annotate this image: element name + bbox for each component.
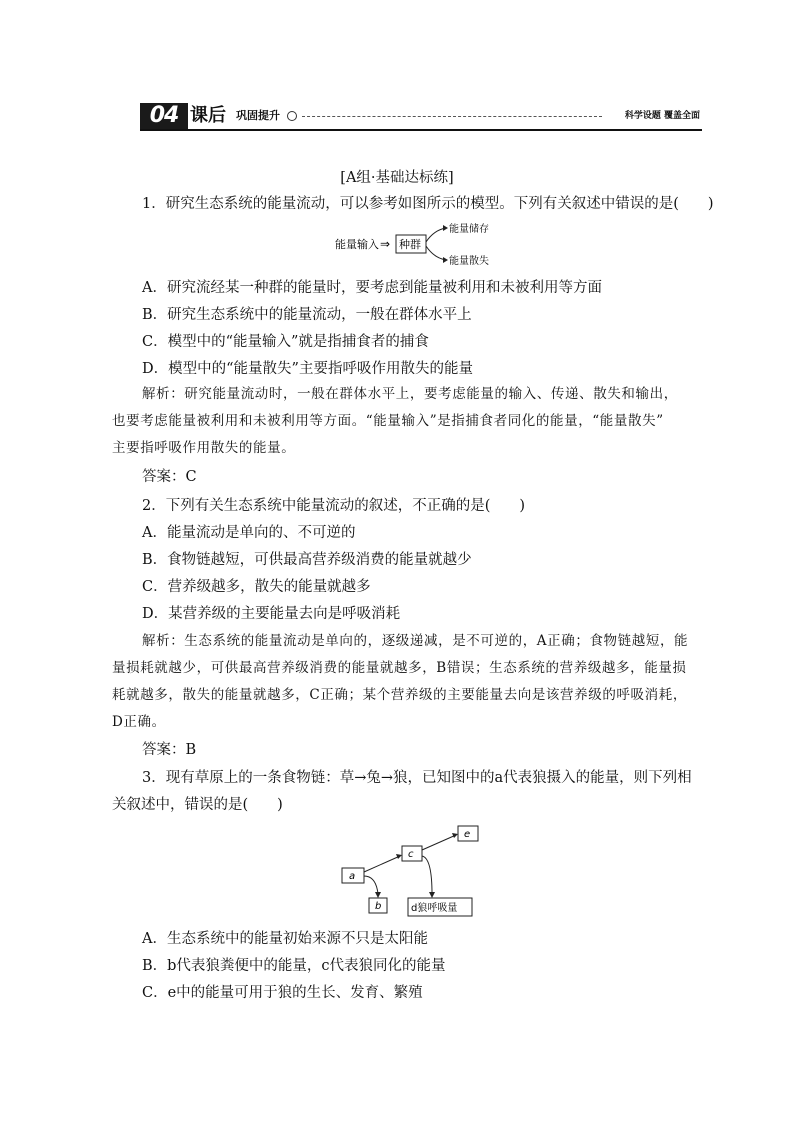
q2-explanation-line: 量损耗就越少，可供最高营养级消费的能量就越多，B错误；生态系统的营养级越多，能量损: [112, 660, 687, 676]
q3-label-b: b: [375, 901, 382, 912]
q1-diagram: [330, 220, 490, 270]
q1-diagram-loss: 能量散失: [449, 256, 489, 267]
header-number: 04: [140, 103, 188, 129]
q1-explanation-line: 解析：研究能量流动时，一般在群体水平上，要考虑能量的输入、传递、散失和输出，: [142, 386, 678, 402]
q3-arrowhead-a-b: [375, 892, 381, 898]
q1-diagram-input: 能量输入: [335, 238, 379, 251]
q3-arrow-c-e: [422, 835, 456, 850]
q3-option-c: C．e中的能量可用于狼的生长、发育、繁殖: [142, 985, 423, 1001]
q1-arrowhead-up: [443, 225, 448, 231]
q3-diagram: [338, 822, 488, 920]
q3-label-d: d狼呼吸量: [411, 903, 458, 914]
q3-arrow-a-b: [364, 876, 378, 894]
header-underline: [140, 129, 702, 131]
q3-arrowhead-c-d: [429, 892, 435, 898]
header-title: 课后: [190, 105, 226, 126]
q3-stem-line: 3．现有草原上的一条食物链：草→兔→狼，已知图中的a代表狼摄入的能量，则下列相: [142, 770, 692, 786]
q2-option-a: A．能量流动是单向的、不可逆的: [142, 525, 356, 541]
arrow-circle-icon: [287, 111, 297, 121]
q2-explanation-line: 解析：生态系统的能量流动是单向的，逐级递减，是不可逆的，A正确；食物链越短，能: [142, 633, 689, 649]
q1-stem: 1．研究生态系统的能量流动，可以参考如图所示的模型。下列有关叙述中错误的是( ): [142, 196, 714, 212]
q3-arrow-c-d: [422, 856, 432, 894]
header-subtitle: 巩固提升: [236, 109, 280, 122]
q1-option-b: B．研究生态系统中的能量流动，一般在群体水平上: [142, 307, 472, 323]
q1-option-a: A．研究流经某一种群的能量时，要考虑到能量被利用和未被利用等方面: [142, 280, 602, 296]
q1-diagram-double-arrow: ⇒: [380, 237, 391, 251]
q2-stem: 2．下列有关生态系统中能量流动的叙述，不正确的是( ): [142, 498, 526, 514]
q3-option-b: B．b代表狼粪便中的能量，c代表狼同化的能量: [142, 958, 446, 974]
q3-arrow-a-c: [364, 856, 400, 872]
header-right-text: 科学设题 覆盖全面: [624, 111, 700, 121]
q3-label-a: a: [349, 871, 356, 882]
q1-answer: 答案：C: [142, 469, 197, 485]
q2-explanation-line: 耗就越多，散失的能量就越多，C正确；某个营养级的主要能量去向是该营养级的呼吸消耗，: [112, 687, 687, 703]
q2-option-d: D．某营养级的主要能量去向是呼吸消耗: [142, 606, 401, 622]
q1-diagram-store: 能量储存: [449, 224, 489, 235]
q1-option-d: D．模型中的“能量散失”主要指呼吸作用散失的能量: [142, 361, 473, 377]
q2-explanation-line: D正确。: [112, 714, 166, 730]
q2-option-b: B．食物链越短，可供最高营养级消费的能量就越少: [142, 552, 472, 568]
q3-arrowhead-a-c: [396, 854, 402, 859]
q3-option-a: A．生态系统中的能量初始来源不只是太阳能: [142, 931, 428, 947]
q3-label-e: e: [464, 829, 471, 840]
q1-explanation-line: 也要考虑能量被利用和未被利用等方面。“能量输入”是指捕食者同化的能量，“能量散失”: [112, 413, 664, 429]
q3-stem-line: 关叙述中，错误的是( ): [112, 797, 283, 813]
q1-arrowhead-down: [443, 257, 448, 263]
section-title: [A组·基础达标练]: [340, 170, 454, 186]
q3-label-c: c: [408, 849, 414, 860]
header-dashed-line: [302, 116, 602, 117]
q1-explanation-line: 主要指呼吸作用散失的能量。: [112, 440, 296, 456]
q3-arrowhead-c-e: [452, 833, 458, 838]
q2-answer: 答案：B: [142, 742, 197, 758]
q1-diagram-population: 种群: [399, 238, 421, 251]
page-header: [140, 103, 702, 131]
q2-option-c: C．营养级越多，散失的能量就越多: [142, 579, 371, 595]
q1-option-c: C．模型中的“能量输入”就是指捕食者的捕食: [142, 334, 429, 350]
